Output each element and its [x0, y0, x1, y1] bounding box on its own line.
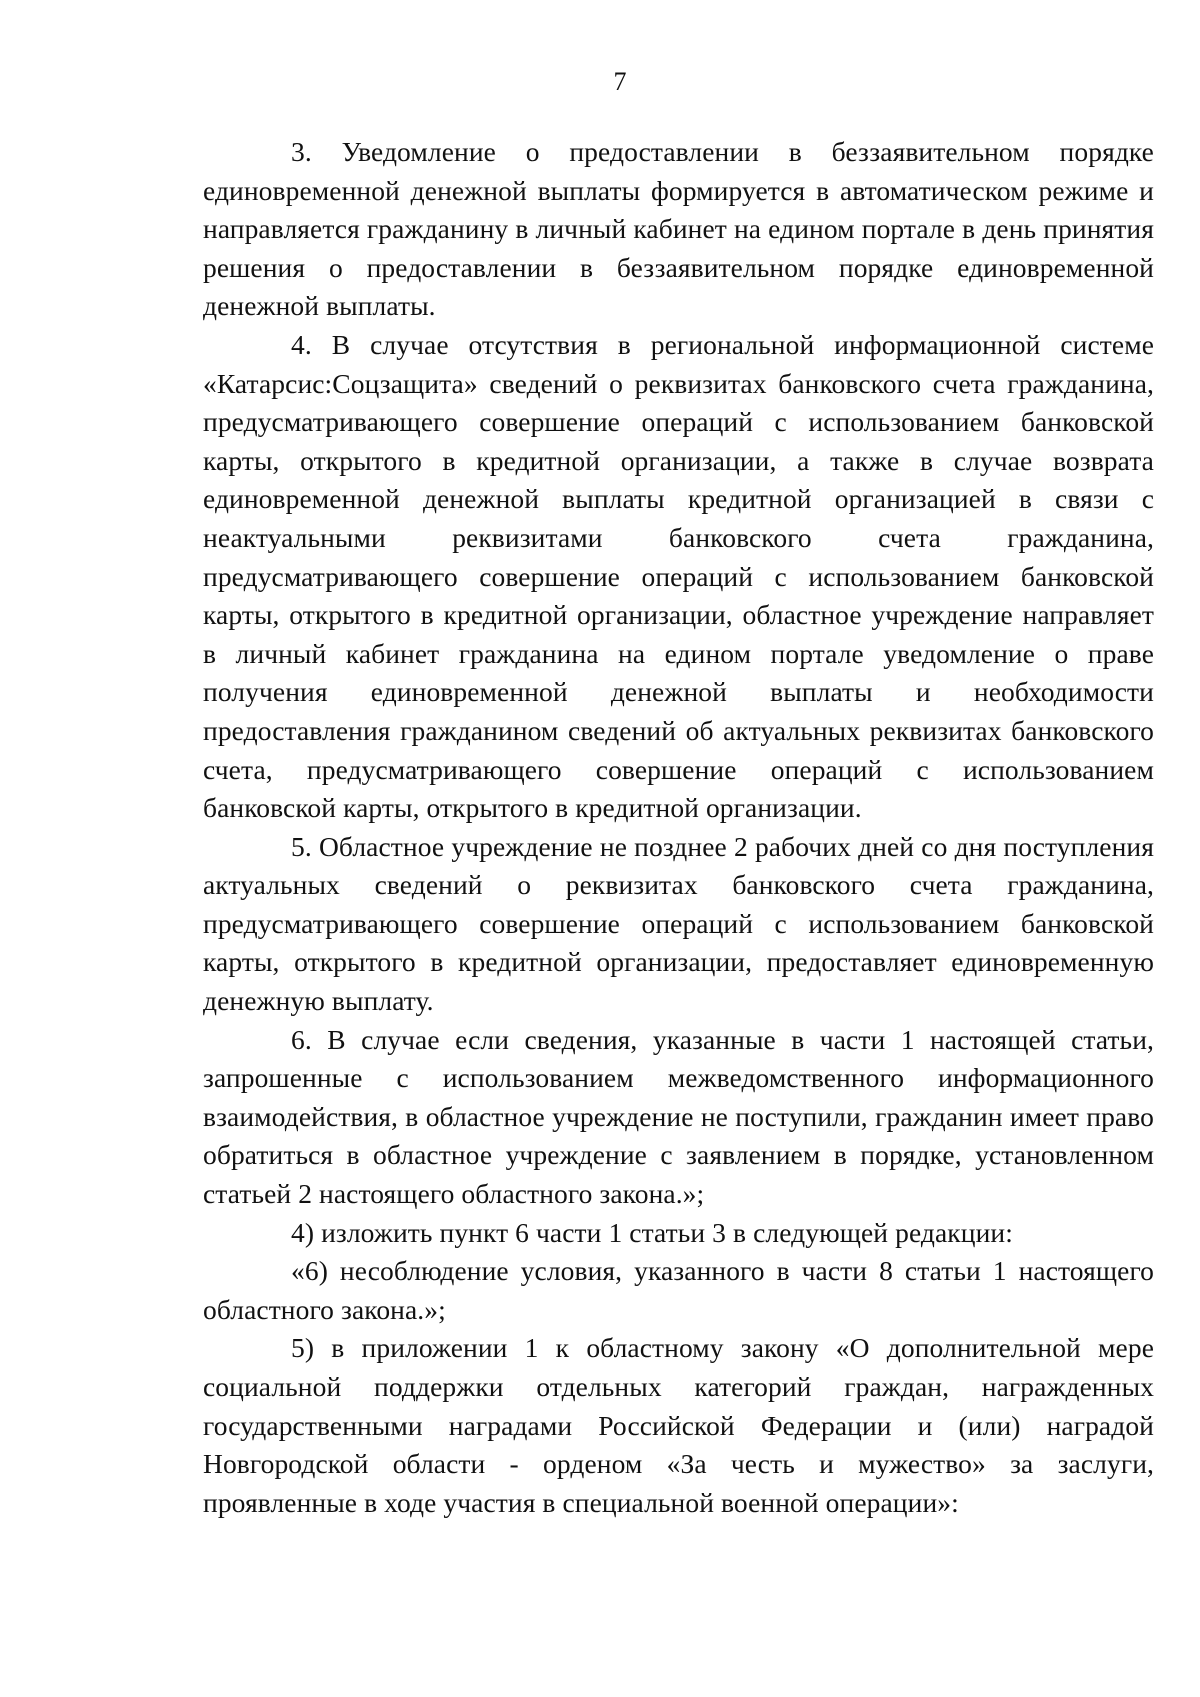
- paragraph-item-3: 3. Уведомление о предоставлении в беззаявительном порядке единовременной денежной выплаты формируется в автоматическом режиме и направляется гражданину в личный кабинет на едином портале в день принятия решения о предоставлении в беззаявительном порядке единовременной денежной выплаты.: [203, 136, 1154, 322]
- amendment-point-4-text: «6) несоблюдение условия, указанного в части 8 статьи 1 настоящего областного закона.»;: [203, 1255, 1154, 1325]
- paragraph-item-6: 6. В случае если сведения, указанные в части 1 настоящей статьи, запрошенные с использованием межведомственного информационного взаимодействия, в областное учреждение не поступили, гражданин имеет право обратиться в областное учреждение с заявлением в порядке, установленном статьей 2 настоящего областного закона.»;: [203, 1023, 1154, 1210]
- paragraph-item-4: 4. В случае отсутствия в региональной информационной системе «Катарсис:Соцзащита» сведений о реквизитах банковского счета гражданина, предусматривающего совершение операций с использованием банковской карты, открытого в кредитной организации, а также в случае возврата единовременной денежной выплаты кредитной организацией в связи с неактуальными реквизитами банковского счета гражданина, предусматривающего совершение операций с использованием банковской карты, открытого в кредитной организации, областное учреждение направляет в личный кабинет гражданина на едином портале уведомление о праве получения единовременной денежной выплаты и необходимости предоставления гражданином сведений об актуальных реквизитах банковского счета, предусматривающего совершение операций с использованием банковской карты, открытого в кредитной организации.: [203, 328, 1154, 824]
- amendment-point-4: 4) изложить пункт 6 части 1 статьи 3 в следующей редакции:: [291, 1216, 1013, 1248]
- paragraph-item-5: 5. Областное учреждение не позднее 2 рабочих дней со дня поступления актуальных сведений о реквизитах банковского счета гражданина, предусматривающего совершение операций с использованием банковской карты, открытого в кредитной организации, предоставляет единовременную денежную выплату.: [203, 830, 1154, 1017]
- document-body: [203, 133, 1154, 1522]
- page-number: 7: [613, 67, 627, 96]
- amendment-point-5: 5) в приложении 1 к областному закону «О дополнительной мере социальной поддержки отдельных категорий граждан, награжденных государственными наградами Российской Федерации и (или) наградой Новгородской области - орденом «За честь и мужество» за заслуги, проявленные в ходе участия в специальной военной операции»:: [203, 1332, 1154, 1518]
